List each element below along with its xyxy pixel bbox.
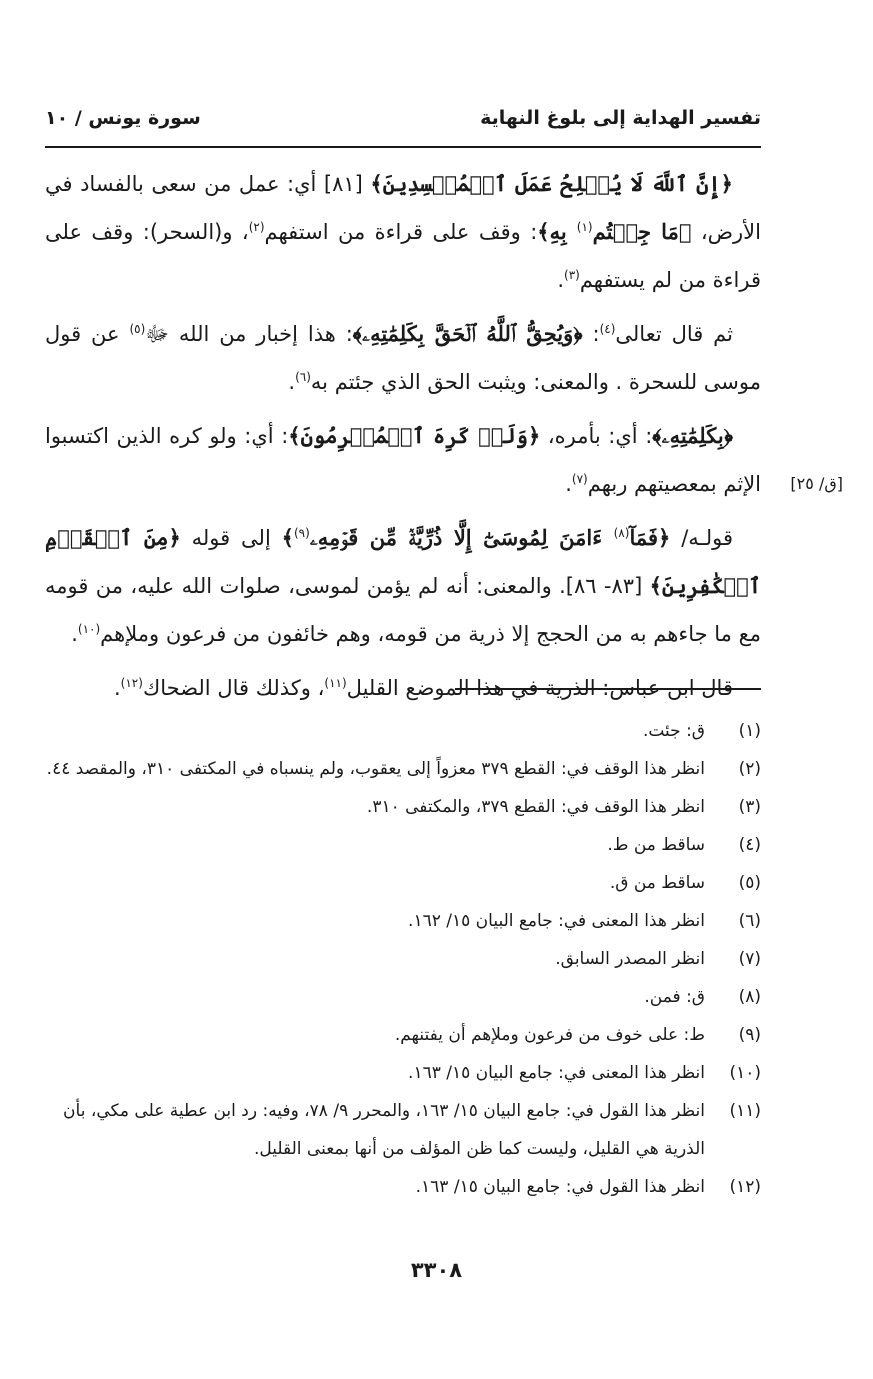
footnote-item	[45, 712, 761, 750]
footnote-item	[45, 826, 761, 864]
footnote-text: انظر هذا المعنى في: جامع البيان ١٥/ ١٦٣.	[408, 1063, 705, 1083]
quran-verse: ﴾	[281, 525, 294, 550]
footnote-text: ساقط من ق.	[609, 873, 705, 893]
footnote-text: ط: على خوف من فرعون وملإهم أن يفتنهم.	[394, 1025, 705, 1045]
footnote-text: انظر هذا الوقف في: القطع ٣٧٩، والمكتفى ٣١٠.	[366, 797, 705, 817]
footnote-item	[45, 788, 761, 826]
quran-verse: ﴿إِنَّ ٱللَّهَ لَا يُصۡلِحُ عَمَلَ ٱلۡمُفۡسِدِينَ﴾	[370, 171, 733, 196]
footnote-item	[45, 940, 761, 978]
quran-verse: ﴿فَمَآ	[629, 525, 671, 550]
quran-verse: ءَامَنَ لِمُوسَىٰٓ إِلَّا ذُرِّيَّةٞ مِّن قَوۡمِهِۦ	[309, 525, 614, 550]
footnote-ref: (١١)	[324, 676, 347, 690]
footnote-number: (٥)	[738, 873, 761, 893]
paragraph	[45, 160, 761, 304]
running-header	[45, 103, 761, 143]
footnote-divider	[455, 688, 761, 690]
footnote-item	[45, 1092, 761, 1168]
footnote-ref: (٤)	[599, 322, 616, 336]
surah-label: سورة يونس / ١٠	[45, 107, 201, 129]
paragraph-text: ، و(السحر): وقف على قراءة من لم يستفهم	[45, 220, 761, 292]
paragraph-text: [٨١] أي: عمل من سعى بالفساد في الأرض،	[45, 172, 761, 244]
footnote-ref: (٢)	[248, 220, 265, 234]
paragraph-text: : وقف على قراءة من استفهم	[264, 220, 538, 244]
paragraph-text: ، وكذلك قال الضحاك	[142, 676, 325, 700]
paragraph-text: .	[113, 676, 121, 700]
quran-verse: ﴿مِنَ ٱلۡقَوۡمِ ٱلۡكَٰفِرِينَ﴾	[45, 525, 761, 598]
footnote-text: انظر هذا الوقف في: القطع ٣٧٩ معزواً إلى يعقوب، ولم ينسباه في المكتفى ٣١٠، والمقصد ٤٤.	[46, 759, 705, 779]
footnotes-list	[45, 712, 761, 1206]
footnote-number: (١١)	[729, 1101, 761, 1121]
footnote-item	[45, 864, 761, 902]
paragraph-text: : أي: ولو كره الذين اكتسبوا الإثم بمعصيتهم ربهم	[45, 424, 761, 496]
footnote-number: (٦)	[738, 911, 761, 931]
paragraph-text: إلى قوله	[180, 526, 282, 550]
footnote-number: (٢)	[738, 759, 761, 779]
footnote-item	[45, 1168, 761, 1206]
quran-verse: بِهِ﴾	[537, 219, 577, 244]
footnote-number: (٣)	[738, 797, 761, 817]
margin-note: [ق/ ٢٥]	[790, 474, 843, 493]
quran-verse: ﴿وَلَوۡ كَرِهَ ٱلۡمُجۡرِمُونَ﴾	[288, 423, 541, 448]
paragraph-text: .	[565, 472, 572, 496]
paragraph-text: عن قول موسى للسحرة . والمعنى: ويثبت الحق الذي جئتم به	[45, 322, 761, 394]
header-divider	[45, 146, 761, 148]
footnote-number: (٩)	[738, 1025, 761, 1045]
footnote-number: (٧)	[738, 949, 761, 969]
paragraph-text: : هذا إخبار من الله ﷻ	[145, 322, 353, 346]
footnote-ref: (١٢)	[120, 676, 143, 690]
paragraph-text: [٨٣- ٨٦]. والمعنى: أنه لم يؤمن لموسى، صلوات الله عليه، من قومه مع ما جاءهم به من الحجج إلا ذرية من قومه، وهم خائفون من فرعون وملإهم	[45, 574, 761, 646]
footnote-ref: (٥)	[129, 322, 146, 336]
quran-verse: ﴿وَيُحِقُّ ٱللَّهُ ٱلۡحَقَّ بِكَلِمَٰتِهِۦ﴾	[352, 321, 583, 346]
book-title: تفسير الهداية إلى بلوغ النهاية	[480, 107, 761, 129]
footnote-ref: (٨)	[613, 526, 630, 540]
paragraph-text: .	[71, 622, 78, 646]
footnote-item	[45, 902, 761, 940]
paragraph	[45, 412, 761, 508]
main-text	[45, 160, 761, 718]
footnote-text: انظر المصدر السابق.	[555, 949, 705, 969]
footnote-number: (٨)	[738, 987, 761, 1007]
footnote-number: (١٠)	[729, 1063, 761, 1083]
footnote-ref: (٣)	[564, 268, 580, 282]
footnote-text: ق: جئت.	[642, 721, 705, 741]
footnote-ref: (١)	[576, 220, 593, 234]
page-number: ٣٣٠٨	[410, 1258, 463, 1282]
paragraph	[45, 514, 761, 658]
footnote-item	[45, 1054, 761, 1092]
paragraph	[45, 310, 761, 406]
paragraph-text: : أي: بأمره،	[540, 424, 653, 448]
footnote-text: انظر هذا المعنى في: جامع البيان ١٥/ ١٦٢.	[408, 911, 705, 931]
footnote-ref: (٦)	[295, 370, 311, 384]
quran-verse: ﴿بِكَلِمَٰتِهِۦ﴾	[652, 423, 733, 448]
footnote-item	[45, 978, 761, 1016]
footnote-ref: (٧)	[571, 472, 588, 486]
paragraph-text: :	[582, 322, 600, 346]
footnote-text: انظر هذا القول في: جامع البيان ١٥/ ١٦٣.	[415, 1177, 705, 1197]
paragraph-text: .	[288, 370, 296, 394]
paragraph-text: .	[557, 268, 564, 292]
quran-verse: ﴿مَا جِئۡتُم	[592, 219, 692, 244]
footnote-item	[45, 750, 761, 788]
footnote-ref: (٩)	[293, 526, 310, 540]
footnote-number: (١)	[738, 721, 761, 741]
footnote-number: (١٢)	[729, 1177, 761, 1197]
footnote-text: ق: فمن.	[644, 987, 705, 1007]
footnote-number: (٤)	[738, 835, 761, 855]
footnote-text: ساقط من ط.	[607, 835, 705, 855]
footnote-ref: (١٠)	[77, 622, 101, 636]
footnote-text: انظر هذا القول في: جامع البيان ١٥/ ١٦٣، والمحرر ٩/ ٧٨، وفيه: رد ابن عطية على مكي، بأن الذرية هي القليل، وليست كما ظن المؤلف من أنها بمعنى القليل.	[63, 1101, 705, 1159]
paragraph-text: قال ابن عباس: الذرية في هذا الموضع القليل	[346, 676, 733, 700]
paragraph-text: قولـه/	[670, 526, 733, 550]
footnote-item	[45, 1016, 761, 1054]
paragraph-text: ثم قال تعالى	[615, 322, 733, 346]
